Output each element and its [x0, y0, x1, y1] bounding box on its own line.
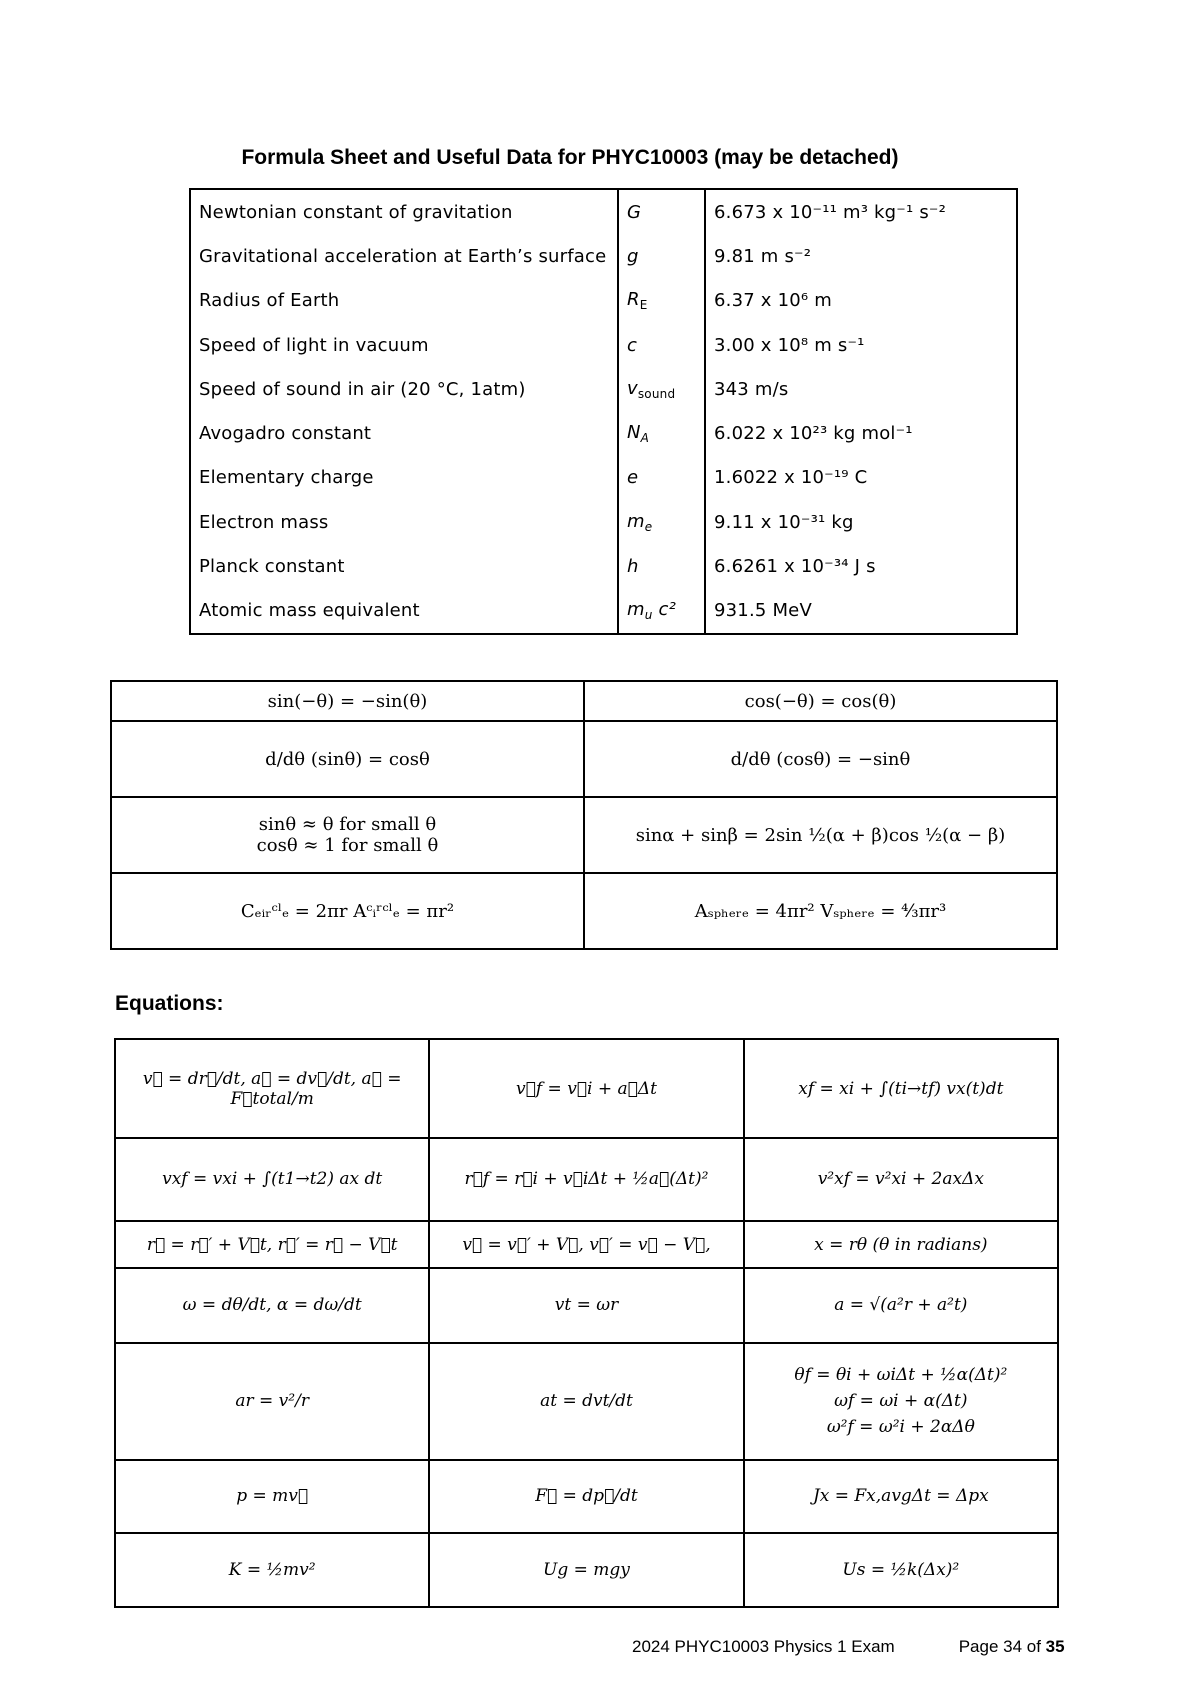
constant-symbol	[618, 589, 705, 634]
constant-symbol	[618, 411, 705, 455]
equation-cell: r⃗ = r⃗′ + V⃗t, r⃗′ = r⃗ − V⃗t	[115, 1221, 429, 1269]
constant-symbol	[618, 456, 705, 500]
equation-line: ω²f = ω²i + 2αΔθ	[826, 1417, 975, 1438]
constant-name: Avogadro constant	[190, 411, 618, 455]
constant-name: Newtonian constant of gravitation	[190, 189, 618, 234]
constant-name: Planck constant	[190, 544, 618, 588]
constant-symbol	[618, 323, 705, 367]
identity-row	[111, 721, 1057, 797]
equation-cell: ω = dθ/dt, α = dω/dt	[115, 1268, 429, 1342]
symbol-subscript: A	[640, 431, 650, 446]
identity-row	[111, 681, 1057, 721]
constant-symbol	[618, 189, 705, 234]
symbol-subscript: e	[644, 519, 653, 534]
constant-name: Speed of sound in air (20 °C, 1atm)	[190, 367, 618, 411]
constant-value: 6.022 x 10²³ kg mol⁻¹	[705, 411, 1017, 455]
constant-row	[190, 189, 1017, 234]
equation-cell: v²xf = v²xi + 2axΔx	[744, 1138, 1058, 1221]
identity-row	[111, 873, 1057, 949]
equation-cell: at = dvt/dt	[429, 1343, 743, 1461]
symbol-main: R	[627, 289, 640, 311]
symbol-main: G	[627, 201, 642, 223]
constant-value: 1.6022 x 10⁻¹⁹ C	[705, 456, 1017, 500]
equation-row	[115, 1268, 1058, 1342]
constant-row	[190, 234, 1017, 278]
constant-name: Gravitational acceleration at Earth’s surface	[190, 234, 618, 278]
symbol-main: m	[627, 510, 645, 532]
symbol-subscript: E	[639, 298, 648, 313]
constant-value: 6.6261 x 10⁻³⁴ J s	[705, 544, 1017, 588]
identity-line: sinθ ≈ θ for small θ	[258, 814, 437, 835]
equation-row	[115, 1343, 1058, 1461]
symbol-subscript: u	[644, 608, 653, 623]
equation-cell	[744, 1343, 1058, 1461]
constant-name: Elementary charge	[190, 456, 618, 500]
constant-row	[190, 367, 1017, 411]
equation-cell: r⃗f = r⃗i + v⃗iΔt + ½a⃗(Δt)²	[429, 1138, 743, 1221]
symbol-subscript: sound	[637, 386, 676, 401]
equation-cell: vxf = vxi + ∫(t1→t2) ax dt	[115, 1138, 429, 1221]
identity-cell: cos(−θ) = cos(θ)	[584, 681, 1057, 721]
equation-cell: K = ½mv²	[115, 1533, 429, 1607]
equation-cell: v⃗ = v⃗′ + V⃗, v⃗′ = v⃗ − V⃗,	[429, 1221, 743, 1269]
constant-name: Radius of Earth	[190, 279, 618, 323]
equation-cell: v⃗f = v⃗i + a⃗Δt	[429, 1039, 743, 1138]
symbol-main: e	[627, 467, 639, 489]
constant-row	[190, 411, 1017, 455]
identity-cell: d/dθ (cosθ) = −sinθ	[584, 721, 1057, 797]
equations-table	[114, 1038, 1059, 1608]
equation-cell: ar = v²/r	[115, 1343, 429, 1461]
equation-cell: F⃗ = dp⃗/dt	[429, 1460, 743, 1532]
equation-line: ωf = ωi + α(Δt)	[834, 1391, 968, 1412]
equation-row	[115, 1039, 1058, 1138]
equation-cell: x = rθ (θ in radians)	[744, 1221, 1058, 1269]
page-number	[959, 1637, 1065, 1656]
identity-cell	[111, 797, 584, 873]
constant-symbol	[618, 367, 705, 411]
equation-cell: Ug = mgy	[429, 1533, 743, 1607]
identity-cell: sin(−θ) = −sin(θ)	[111, 681, 584, 721]
constant-row	[190, 323, 1017, 367]
rotational-kinematics	[794, 1362, 1007, 1440]
equation-cell: a = √(a²r + a²t)	[744, 1268, 1058, 1342]
equation-cell: vt = ωr	[429, 1268, 743, 1342]
constant-row	[190, 279, 1017, 323]
identity-cell: sinα + sinβ = 2sin ½(α + β)cos ½(α − β)	[584, 797, 1057, 873]
equation-row	[115, 1533, 1058, 1607]
equation-cell: v⃗ = dr⃗/dt, a⃗ = dv⃗/dt, a⃗ = F⃗total/m	[115, 1039, 429, 1138]
constant-row	[190, 589, 1017, 634]
constant-symbol	[618, 500, 705, 544]
equation-cell: p = mv⃗	[115, 1460, 429, 1532]
equation-line: θf = θi + ωiΔt + ½α(Δt)²	[794, 1365, 1008, 1386]
constant-symbol	[618, 234, 705, 278]
equation-row	[115, 1460, 1058, 1532]
page-label: Page 34 of	[958, 1637, 1046, 1656]
equations-heading: Equations:	[115, 992, 224, 1015]
constant-value: 9.11 x 10⁻³¹ kg	[705, 500, 1017, 544]
symbol-main: g	[627, 245, 639, 267]
identity-cell: d/dθ (sinθ) = cosθ	[111, 721, 584, 797]
symbol-main: c	[627, 334, 638, 356]
symbol-main: v	[627, 377, 638, 399]
page-total: 35	[1045, 1637, 1065, 1656]
constant-value: 6.673 x 10⁻¹¹ m³ kg⁻¹ s⁻²	[705, 189, 1017, 234]
identity-line: cosθ ≈ 1 for small θ	[256, 835, 439, 856]
equation-row	[115, 1221, 1058, 1269]
page-title: Formula Sheet and Useful Data for PHYC10003 (may be detached)	[241, 146, 899, 169]
constant-row	[190, 544, 1017, 588]
symbol-main: N	[627, 422, 641, 444]
constant-name: Electron mass	[190, 500, 618, 544]
constant-value: 343 m/s	[705, 367, 1017, 411]
equation-cell: Jx = Fx,avgΔt = Δpx	[744, 1460, 1058, 1532]
symbol-main: h	[627, 556, 639, 578]
constant-row	[190, 456, 1017, 500]
equation-row	[115, 1138, 1058, 1221]
symbol-main: m	[627, 599, 645, 621]
symbol-tail: c²	[652, 599, 676, 621]
constant-name: Speed of light in vacuum	[190, 323, 618, 367]
constant-symbol	[618, 279, 705, 323]
constant-symbol	[618, 544, 705, 588]
constant-value: 3.00 x 10⁸ m s⁻¹	[705, 323, 1017, 367]
constant-row	[190, 500, 1017, 544]
identity-row	[111, 797, 1057, 873]
identity-cell: Aₛₚₕₑᵣₑ = 4πr² Vₛₚₕₑᵣₑ = ⁴⁄₃πr³	[584, 873, 1057, 949]
constant-value: 9.81 m s⁻²	[705, 234, 1017, 278]
constant-value: 6.37 x 10⁶ m	[705, 279, 1017, 323]
equation-cell: Us = ½k(Δx)²	[744, 1533, 1058, 1607]
constant-value: 931.5 MeV	[705, 589, 1017, 634]
constant-name: Atomic mass equivalent	[190, 589, 618, 634]
exam-label: 2024 PHYC10003 Physics 1 Exam	[632, 1637, 895, 1656]
identity-cell: Cₑᵢᵣᶜˡₑ = 2πr Aᶜᵢʳᶜˡₑ = πr²	[111, 873, 584, 949]
equation-cell: xf = xi + ∫(ti→tf) vx(t)dt	[744, 1039, 1058, 1138]
page-footer	[632, 1637, 1065, 1657]
identities-table	[110, 680, 1058, 950]
constants-table	[189, 188, 1018, 635]
